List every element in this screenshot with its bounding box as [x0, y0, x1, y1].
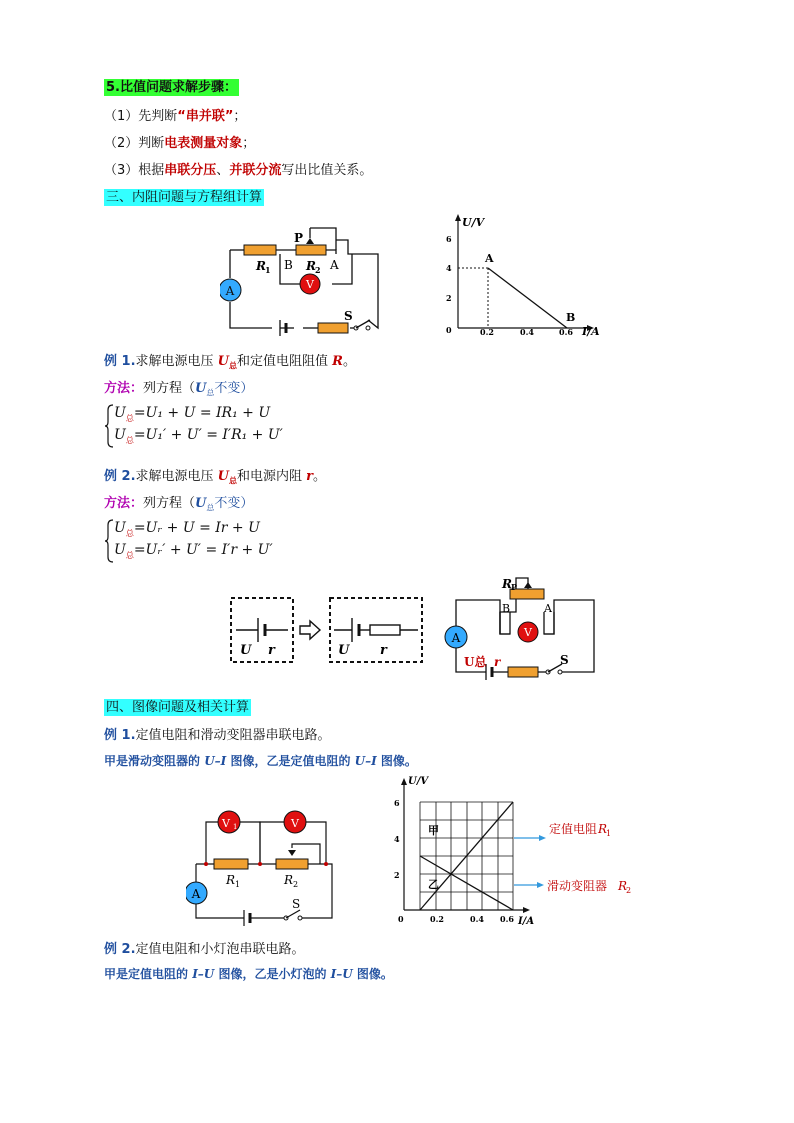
graph2-ytick-2: 2	[394, 870, 400, 880]
section3-heading	[104, 186, 264, 205]
graph2-ylabel: U/V	[408, 776, 429, 787]
arrow-right-icon	[537, 882, 544, 888]
s3-method2-label: 方法：	[104, 496, 144, 511]
s3-ex2-text-a: 求解电源电压	[135, 469, 218, 484]
s4-ex1-note-ui1: U–I	[204, 754, 227, 768]
circuit2-b-label: B	[502, 602, 511, 615]
s4-example-1	[104, 724, 331, 743]
v1-label: V	[222, 817, 230, 830]
s4-ex1-note-b: 图像，乙是定值电阻的	[226, 754, 355, 768]
s3-method2-end: 不变）	[214, 496, 254, 511]
section5-heading-text: 5.比值问题求解步骤：	[106, 80, 237, 95]
graph2-jia-label: 甲	[428, 824, 439, 837]
eq1-row2	[104, 424, 283, 446]
b-label: B	[284, 258, 293, 272]
step-3-mid: 、	[216, 163, 230, 178]
graph2-xtick-06: 0.6	[500, 914, 514, 924]
circuit2-ammeter-label: A	[451, 631, 461, 645]
step-3-key1: 串联分压	[164, 163, 217, 178]
eq1-row1-lhs: U	[114, 405, 126, 421]
s4-ex1-note	[104, 752, 417, 769]
box1-r-label: r	[268, 643, 275, 658]
brace-icon	[104, 519, 114, 563]
graph2-yi-label: 乙	[428, 878, 439, 891]
eq2-row2-rhs: =Uᵣ′ + U′ = I′r + U′	[133, 542, 273, 558]
graph1-point-b: B	[566, 311, 576, 324]
s4-ex2-note-b: 图像，乙是小灯泡的	[214, 967, 331, 981]
section4-heading	[104, 696, 251, 715]
circuit2-switch-label: S	[560, 653, 569, 667]
ammeter-label: A	[225, 284, 235, 298]
s3-ex2-text-c: 。	[313, 469, 327, 484]
resistor-r1	[214, 859, 248, 869]
ui-graph-2	[386, 772, 646, 930]
graph1-ytick-2: 2	[446, 293, 452, 303]
s3-method1-text: 列方程（	[143, 381, 196, 396]
internal-resistor	[318, 323, 348, 333]
s3-ex2-text-b: 和电源内阻	[237, 469, 307, 484]
s3-example-2	[104, 465, 326, 487]
box1-u-label: U	[240, 643, 252, 658]
s3-method-1	[104, 377, 253, 399]
circuit3-ammeter-label: A	[191, 887, 201, 901]
s3-ex2-u: U	[217, 469, 229, 484]
equation-system-2	[104, 517, 273, 561]
circuit3-r2-sub: 2	[293, 880, 299, 889]
graph1-ytick-6: 6	[446, 234, 452, 244]
eq1-row2-lhs-sub: 总	[125, 435, 134, 445]
r1-sub: 1	[265, 265, 271, 275]
r1-label: R	[256, 259, 266, 273]
graph1-xtick-02: 0.2	[480, 327, 494, 337]
graph1-xtick-04: 0.4	[520, 327, 534, 337]
graph1-ytick-4: 4	[446, 263, 452, 273]
circuit2-voltmeter-label: V	[524, 626, 532, 639]
graph2-label-r1-sym: R	[598, 822, 608, 836]
s4-example-2	[104, 938, 305, 957]
arrow-right-icon	[539, 835, 546, 841]
step-3-key2: 并联分流	[229, 163, 282, 178]
s3-method2-u: U	[195, 496, 207, 511]
graph2-label-r2: 滑动变阻器	[547, 879, 608, 893]
eq2-row2-lhs-sub: 总	[125, 550, 134, 560]
circuit3-switch-label: S	[292, 897, 301, 911]
graph2-label-r2-sub: 2	[626, 886, 632, 895]
s3-ex1-sub: 总	[229, 361, 237, 371]
step-3-suffix: 写出比值关系。	[281, 163, 373, 178]
section5-heading	[104, 76, 239, 95]
p-label: P	[294, 231, 304, 245]
s3-ex1-label: 例 1.	[104, 354, 136, 369]
eq1-row1-lhs-sub: 总	[125, 413, 134, 423]
graph2-xlabel: I/A	[518, 916, 535, 927]
section4-heading-text: 四、图像问题及相关计算	[106, 700, 250, 715]
v2-label: V	[291, 817, 299, 830]
a-label: A	[330, 258, 339, 272]
s4-ex2-note-iu1: I–U	[192, 967, 215, 981]
switch-label: S	[344, 309, 353, 323]
eq2-row1-lhs-sub: 总	[125, 528, 134, 538]
voltmeter-label: V	[306, 278, 314, 291]
r2-sub: 2	[315, 265, 321, 275]
ui-graph-1	[438, 210, 608, 340]
step-1	[104, 105, 246, 124]
s3-ex1-text-a: 求解电源电压	[135, 354, 218, 369]
graph1-xlabel: I/A	[582, 325, 600, 338]
s3-method1-label: 方法：	[104, 381, 144, 396]
brace-icon	[104, 404, 114, 448]
s3-ex2-label: 例 2.	[104, 469, 136, 484]
circuit3-r1-sub: 1	[235, 880, 241, 889]
step-3-prefix: （3）根据	[104, 163, 165, 178]
s3-ex2-r: r	[306, 469, 313, 484]
eq2-row2	[104, 539, 273, 561]
step-1-suffix: ；	[233, 109, 247, 124]
s4-ex2-note-iu2: I–U	[330, 967, 353, 981]
box2-u-label: U	[338, 643, 350, 658]
box2-r-label: r	[380, 643, 387, 658]
s4-ex1-note-a: 甲是滑动变阻器的	[104, 754, 205, 768]
step-1-key: “串并联”	[177, 109, 234, 124]
graph1-ylabel: U/V	[462, 216, 485, 229]
s4-ex2-note	[104, 965, 393, 982]
eq1-row2-rhs: =U₁′ + U′ = I′R₁ + U′	[133, 427, 283, 443]
s4-ex1-note-ui2: U–I	[354, 754, 377, 768]
graph2-ytick-4: 4	[394, 834, 400, 844]
equation-system-1	[104, 402, 283, 446]
graph2-label-r2-sym: R	[618, 879, 628, 893]
eq2-row1	[104, 517, 273, 539]
graph2-xtick-02: 0.2	[430, 914, 444, 924]
s4-ex1-text: 定值电阻和滑动变阻器串联电路。	[135, 728, 331, 743]
s3-example-1	[104, 350, 356, 372]
eq1-row1-rhs: =U₁ + U = IR₁ + U	[133, 405, 271, 421]
s3-method1-end: 不变）	[214, 381, 254, 396]
eq2-row1-rhs: =Uᵣ + U = Ir + U	[133, 520, 260, 536]
graph1-point-a: A	[485, 252, 494, 265]
s3-ex2-sub: 总	[229, 476, 237, 486]
step-2-suffix: ；	[242, 136, 256, 151]
s3-ex1-text-c: 。	[342, 354, 356, 369]
circuit-diagram-3	[186, 808, 338, 926]
step-1-prefix: （1）先判断	[104, 109, 178, 124]
circuit3-r2-label: R	[284, 873, 294, 887]
rheostat-r2	[276, 859, 308, 869]
step-2	[104, 132, 255, 151]
s4-ex2-label: 例 2.	[104, 942, 136, 957]
arrow-right-icon	[300, 621, 320, 639]
graph1-xtick-06: 0.6	[559, 327, 573, 337]
s4-ex2-note-c: 图像。	[352, 967, 393, 981]
internal-resistance-diagram	[228, 574, 598, 686]
s3-method1-u: U	[195, 381, 207, 396]
s4-ex2-note-a: 甲是定值电阻的	[104, 967, 193, 981]
s4-ex2-text: 定值电阻和小灯泡串联电路。	[135, 942, 305, 957]
graph2-label-r1: 定值电阻	[549, 822, 598, 836]
circuit2-rp-label: R	[502, 577, 512, 591]
graph2-xtick-0: 0	[398, 914, 404, 924]
r2-label: R	[306, 259, 316, 273]
graph2-label-r1-sub: 1	[606, 829, 612, 838]
s3-method1-sub: 总	[206, 388, 215, 398]
eq1-row1	[104, 402, 283, 424]
eq2-row2-lhs: U	[114, 542, 126, 558]
section3-heading-text: 三、内阻问题与方程组计算	[106, 190, 263, 205]
circuit2-a-label: A	[544, 602, 552, 615]
step-3	[104, 159, 372, 178]
s3-method-2	[104, 492, 253, 514]
s3-ex1-r: R	[332, 354, 343, 369]
v1-sub: 1	[233, 823, 238, 831]
circuit2-utotal-label: U总	[464, 655, 487, 669]
s3-method2-text: 列方程（	[143, 496, 196, 511]
eq1-row2-lhs: U	[114, 427, 126, 443]
s4-ex1-label: 例 1.	[104, 728, 136, 743]
resistor-r1	[244, 245, 276, 255]
graph2-ytick-6: 6	[394, 798, 400, 808]
step-2-key: 电表测量对象	[164, 136, 243, 151]
circuit-diagram-1	[220, 224, 390, 336]
rheostat-r2	[296, 245, 326, 255]
graph2-xtick-04: 0.4	[470, 914, 484, 924]
step-2-prefix: （2）判断	[104, 136, 165, 151]
s3-method2-sub: 总	[206, 503, 215, 513]
circuit3-r1-label: R	[226, 873, 236, 887]
eq2-row1-lhs: U	[114, 520, 126, 536]
graph1-xtick-0: 0	[446, 325, 452, 335]
circuit2-r-label: r	[494, 655, 501, 669]
s3-ex1-u: U	[217, 354, 229, 369]
s4-ex1-note-c: 图像。	[376, 754, 417, 768]
circuit2-rp-sub: P	[511, 582, 518, 592]
s3-ex1-text-b: 和定值电阻阻值	[237, 354, 333, 369]
